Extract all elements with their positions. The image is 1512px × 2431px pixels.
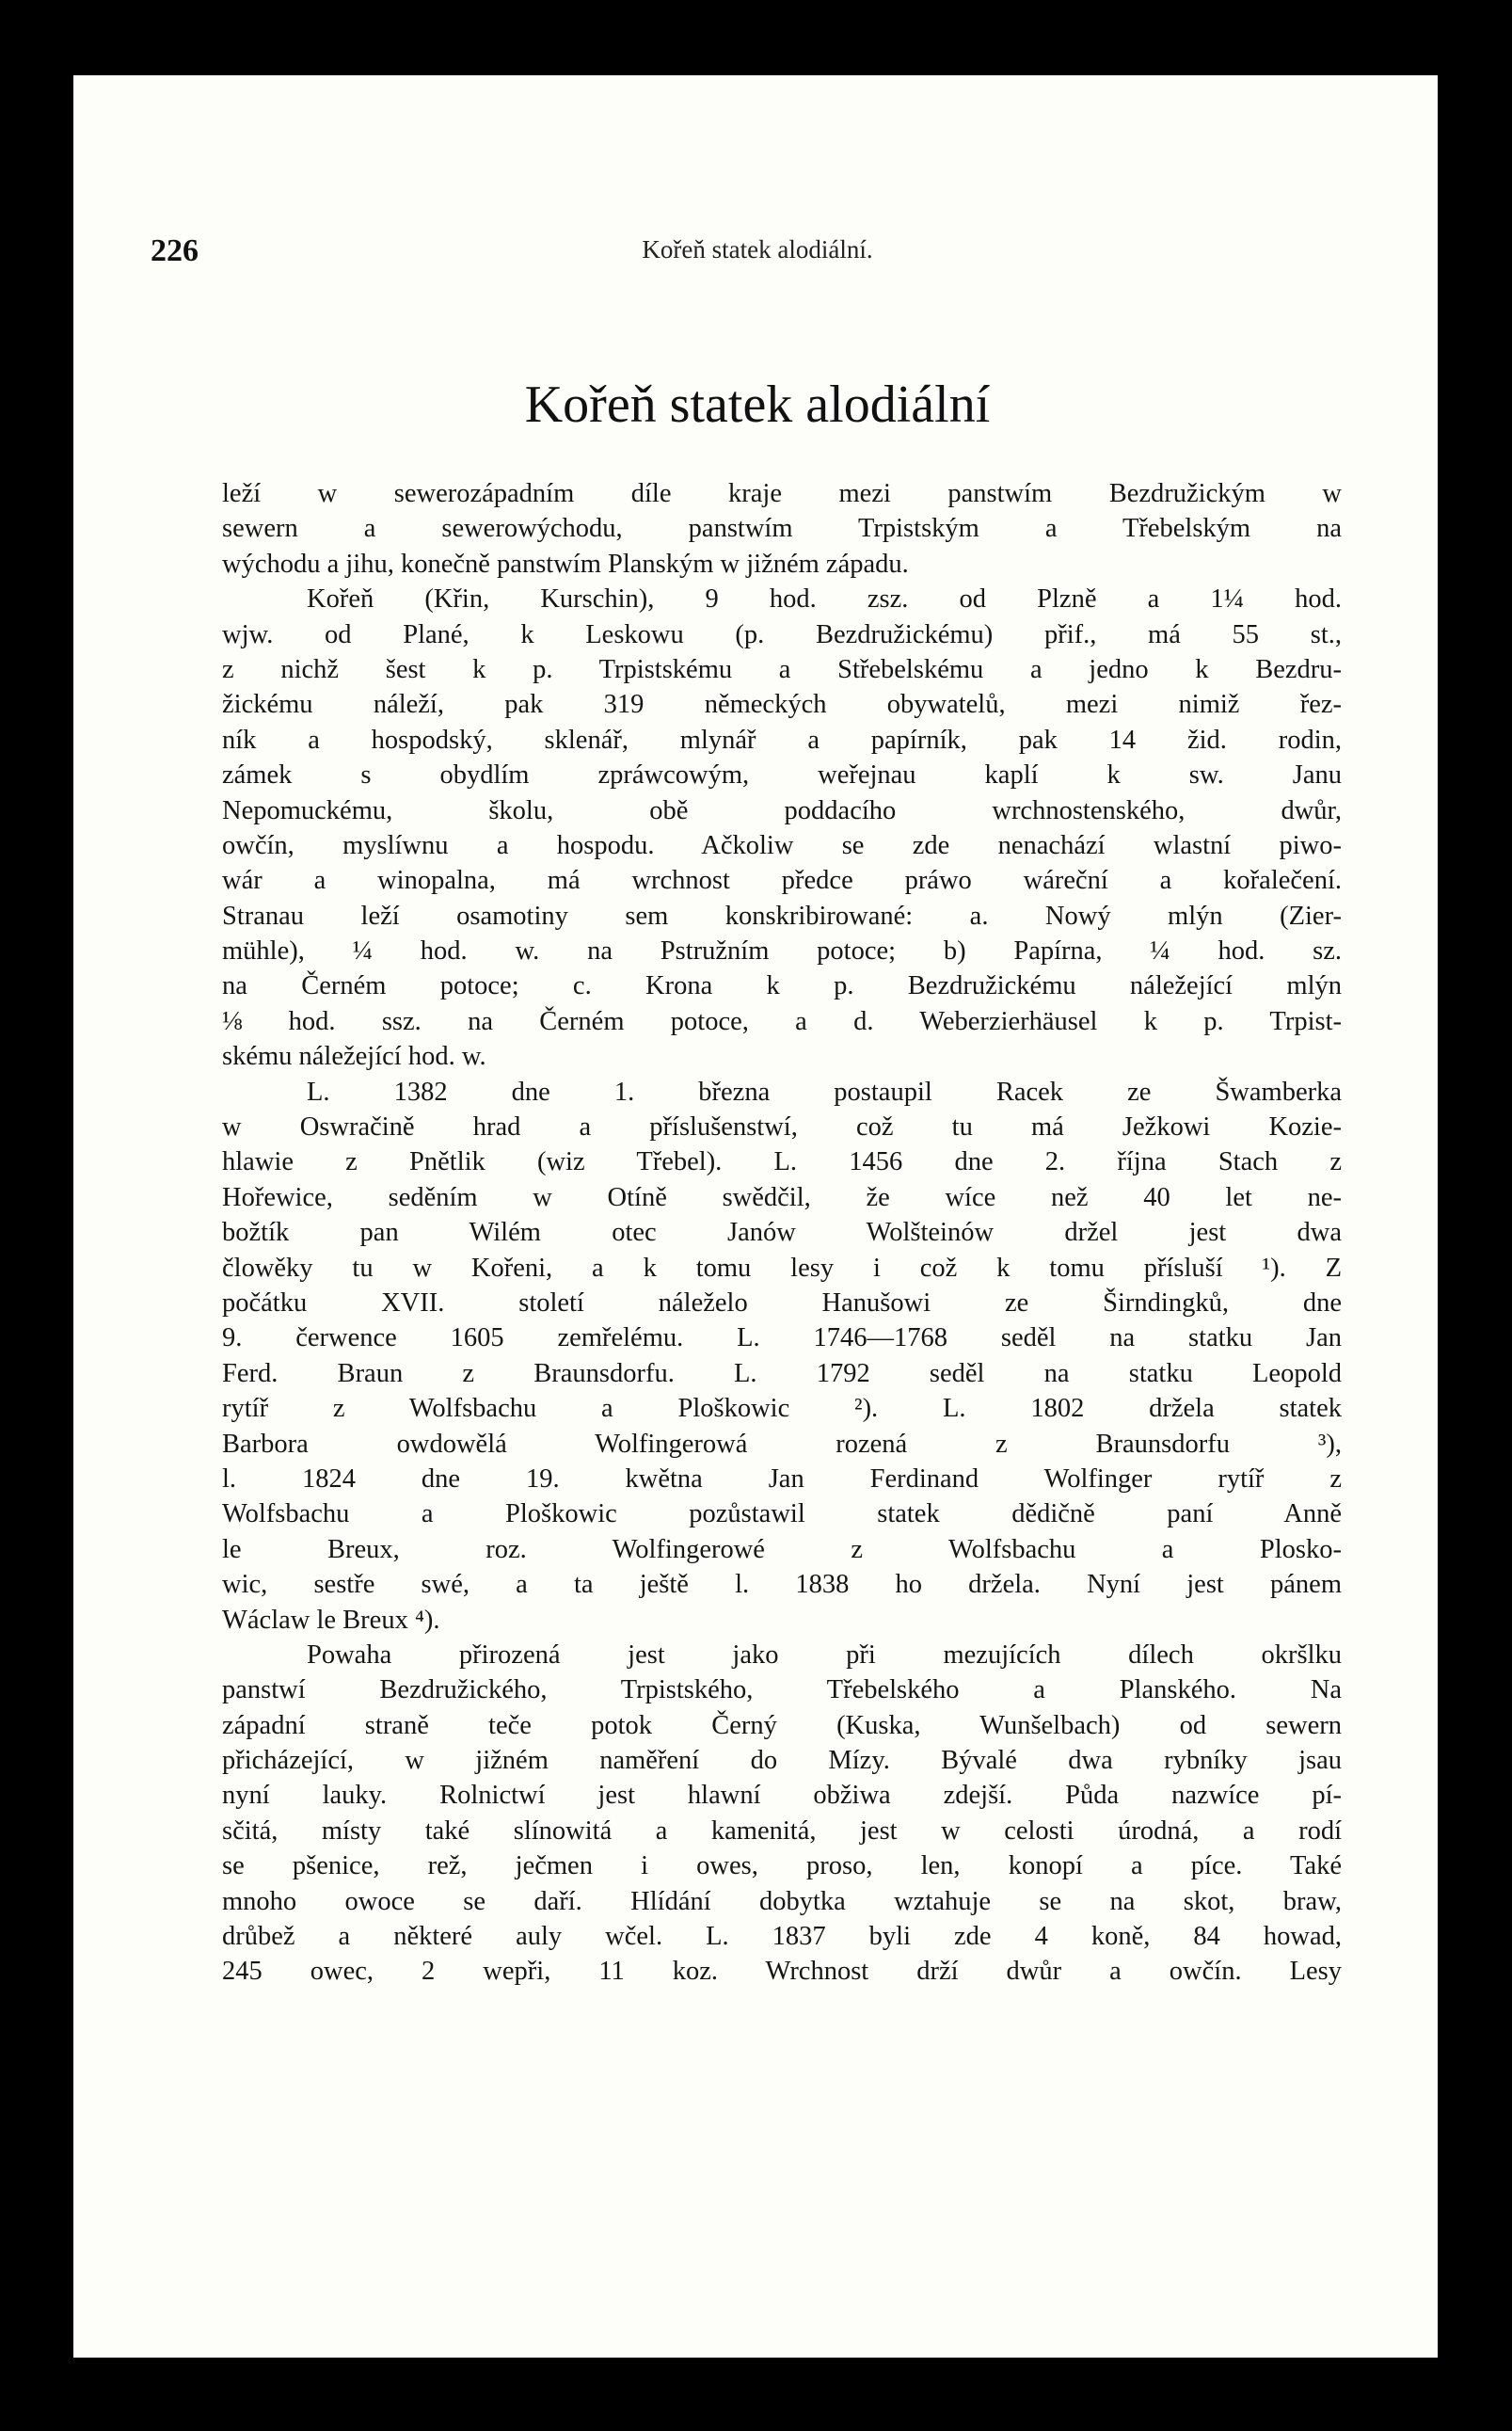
page-number: 226 (151, 233, 199, 268)
text-line: w Oswračině hrad a příslušenstwí, což tu má Ježkowi Kozie- (222, 1112, 1342, 1143)
text-line: rytíř z Wolfsbachu a Ploškowic ²). L. 1802 držela statek (222, 1394, 1342, 1424)
text-line: wic, sestře swé, a ta ještě l. 1838 ho držela. Nyní jest pánem (222, 1570, 1342, 1600)
text-line: zámek s obydlím zpráwcowým, weřejnau kaplí k sw. Janu (222, 760, 1342, 791)
text-line: sčitá, místy také slínowitá a kamenitá, jest w celosti úrodná, a rodí (222, 1815, 1342, 1846)
text-line: se pšenice, rež, ječmen i owes, proso, len, konopí a píce. Také (222, 1851, 1342, 1881)
text-line: drůbež a některé auly wčel. L. 1837 byli zde 4 koně, 84 howad, (222, 1922, 1342, 1952)
text-line: le Breux, roz. Wolfingerowé z Wolfsbachu a Plosko- (222, 1534, 1342, 1564)
text-line: L. 1382 dne 1. března postaupil Racek ze Šwamberka (307, 1077, 1342, 1107)
text-line: ⅛ hod. ssz. na Černém potoce, a d. Weberzierhäusel k p. Trpist- (222, 1006, 1342, 1036)
running-title: Kořeň statek alodiální. (642, 235, 873, 264)
text-line: skému náležející hod. w. (222, 1042, 486, 1072)
text-line: člowěky tu w Kořeni, a k tomu lesy i což k tomu přísluší ¹). Z (222, 1253, 1342, 1283)
text-line: Wolfsbachu a Ploškowic pozůstawil statek dědičně paní Anně (222, 1499, 1342, 1529)
text-line: 9. čerwence 1605 zemřelému. L. 1746—1768 seděl na statku Jan (222, 1323, 1342, 1353)
text-line: wýchodu a jihu, konečně panstwím Planským w jižném západu. (222, 549, 909, 579)
body-text (222, 476, 1342, 1990)
text-line: mnoho owoce se daří. Hlídání dobytka wztahuje se na skot, braw, (222, 1886, 1342, 1916)
text-line: Nepomuckému, školu, obě poddacího wrchnostenského, dwůr, (222, 795, 1342, 825)
text-line: sewern a sewerowýchodu, panstwím Trpistským a Třebelským na (222, 514, 1342, 544)
text-line: wjw. od Plané, k Leskowu (p. Bezdružickému) přif., má 55 st., (222, 619, 1342, 649)
text-line: hlawie z Pnětlik (wiz Třebel). L. 1456 dne 2. října Stach z (222, 1147, 1342, 1177)
text-line: mühle), ¼ hod. w. na Pstružním potoce; b) Papírna, ¼ hod. sz. (222, 936, 1342, 967)
text-line: ník a hospodský, sklenář, mlynář a papírník, pak 14 žid. rodin, (222, 725, 1342, 755)
text-line: 245 owec, 2 wepři, 11 koz. Wrchnost drží dwůr a owčín. Lesy (222, 1957, 1342, 1987)
text-line: na Černém potoce; c. Krona k p. Bezdružickému náležející mlýn (222, 971, 1342, 1001)
section-title: Kořeň statek alodiální (524, 376, 991, 434)
text-line: božtík pan Wilém otec Janów Wolšteinów držel jest dwa (222, 1218, 1342, 1248)
text-line: Wáclaw le Breux ⁴). (222, 1605, 440, 1635)
text-line: přicházející, w jižném naměření do Mízy. Bývalé dwa rybníky jsau (222, 1746, 1342, 1776)
text-line: žickému náleží, pak 319 německých obywatelů, mezi nimiž řez- (222, 690, 1342, 720)
text-line: nyní lauky. Rolnictwí jest hlawní obžiwa zdejší. Půda nazwíce pí- (222, 1781, 1342, 1811)
text-line: z nichž šest k p. Trpistskému a Střebelskému a jedno k Bezdru- (222, 654, 1342, 684)
text-line: počátku XVII. století náleželo Hanušowi ze Širndingků, dne (222, 1287, 1342, 1318)
text-line: Ferd. Braun z Braunsdorfu. L. 1792 seděl na statku Leopold (222, 1358, 1342, 1388)
text-line: Barbora owdowělá Wolfingerowá rozená z Braunsdorfu ³), (222, 1429, 1342, 1459)
text-line: Kořeň (Křin, Kurschin), 9 hod. zsz. od Plzně a 1¼ hod. (307, 584, 1342, 615)
text-line: Stranau leží osamotiny sem konskribirowané: a. Nowý mlýn (Zier- (222, 901, 1342, 931)
text-line: Powaha přirozená jest jako při mezujících dílech okršlku (307, 1639, 1342, 1670)
text-line: owčín, myslíwnu a hospodu. Ačkoliw se zde nenachází wlastní piwo- (222, 830, 1342, 860)
text-line: wár a winopalna, má wrchnost předce práwo wáreční a kořalečení. (222, 866, 1342, 896)
text-line: l. 1824 dne 19. kwětna Jan Ferdinand Wolfinger rytíř z (222, 1463, 1342, 1494)
text-line: leží w sewerozápadním díle kraje mezi panstwím Bezdružickým w (222, 479, 1342, 508)
text-line: panstwí Bezdružického, Trpistského, Třebelského a Planského. Na (222, 1675, 1342, 1705)
text-line: Hořewice, seděním w Otíně swědčil, že wíce než 40 let ne- (222, 1182, 1342, 1212)
running-head (151, 233, 1364, 275)
text-line: západní straně teče potok Černý (Kuska, Wunšelbach) od sewern (222, 1710, 1342, 1740)
